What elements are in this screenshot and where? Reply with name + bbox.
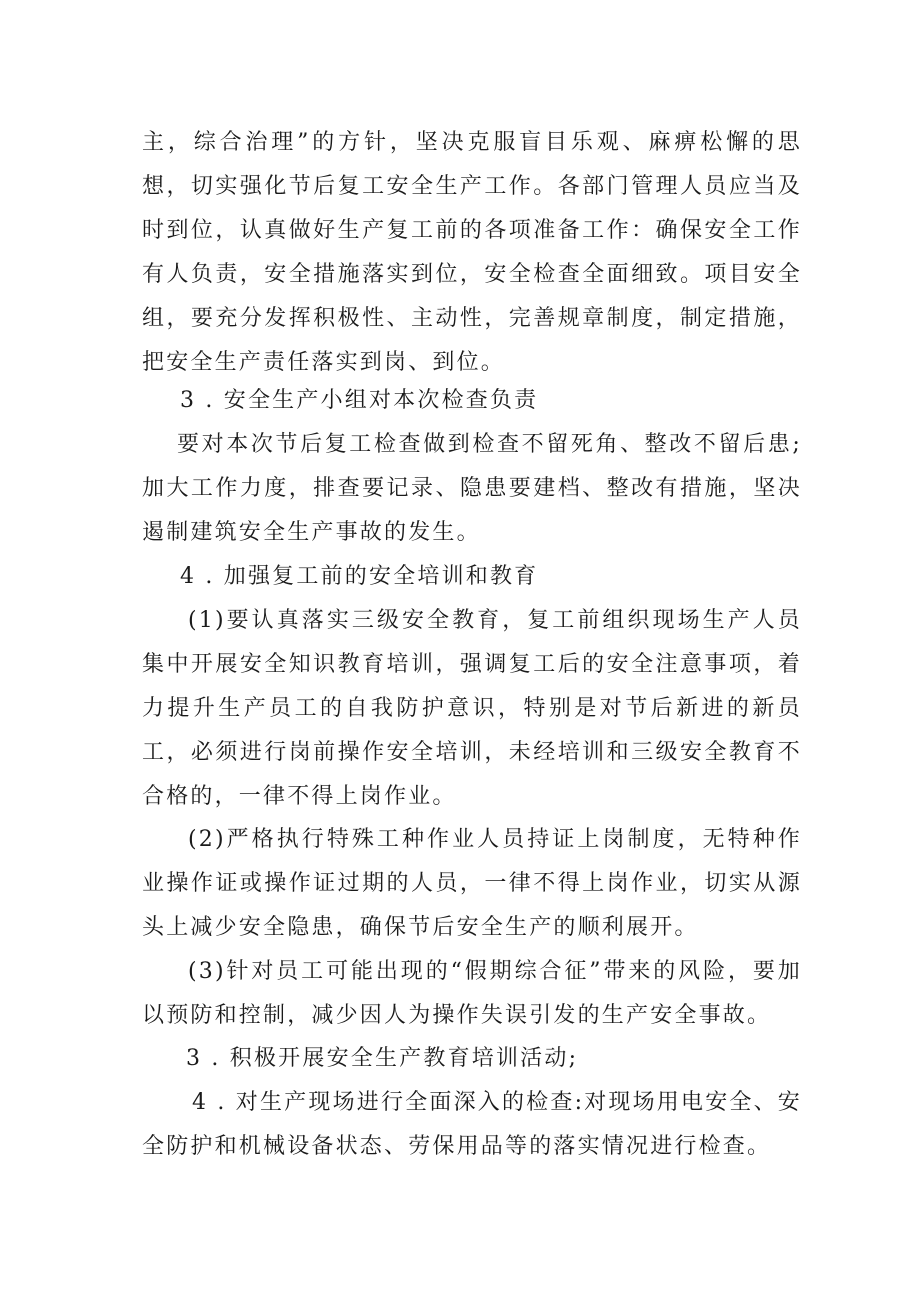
paragraph-item-4-3: (3)针对员工可能出现的“假期综合征”带来的风险，要加以预防和控制，减少因人为操作失误引发的生产安全事故。 [142,959,802,1028]
paragraph-section-3: 要对本次节后复工检查做到检查不留死角、整改不留后患;加大工作力度，排查要记录、隐患要建档、整改有措施，坚决遏制建筑安全生产事故的发生。 [142,432,802,545]
section-heading-3b: 3 . 积极开展安全生产教育培训活动; [186,1046,579,1071]
paragraph-item-4-1: (1)要认真落实三级安全教育，复工前组织现场生产人员集中开展安全知识教育培训，强调复工后的安全注意事项，着力提升生产员工的自我防护意识，特别是对节后新进的新员工，必须进行岗前操作安全培训，未经培训和三级安全教育不合格的，一律不得上岗作业。 [142,608,802,809]
paragraph-item-4b: 4 . 对生产现场进行全面深入的检查:对现场用电安全、安全防护和机械设备状态、劳保用品等的落实情况进行检查。 [142,1090,802,1159]
section-heading-3: 3 . 安全生产小组对本次检查负责 [180,388,539,413]
paragraph-intro: 主，综合治理”的方针，坚决克服盲目乐观、麻痹松懈的思想，切实强化节后复工安全生产工作。各部门管理人员应当及时到位，认真做好生产复工前的各项准备工作：确保安全工作有人负责，安全措施落实到位，安全检查全面细致。项目安全组，要充分发挥积极性、主动性，完善规章制度，制定措施，把安全生产责任落实到岗、到位。 [142,130,802,375]
paragraph-item-4-2: (2)严格执行特殊工种作业人员持证上岗制度，无特种作业操作证或操作证过期的人员，一律不得上岗作业，切实从源头上减少安全隐患，确保节后安全生产的顺利展开。 [142,827,802,940]
section-heading-4: 4 . 加强复工前的安全培训和教育 [180,564,539,589]
